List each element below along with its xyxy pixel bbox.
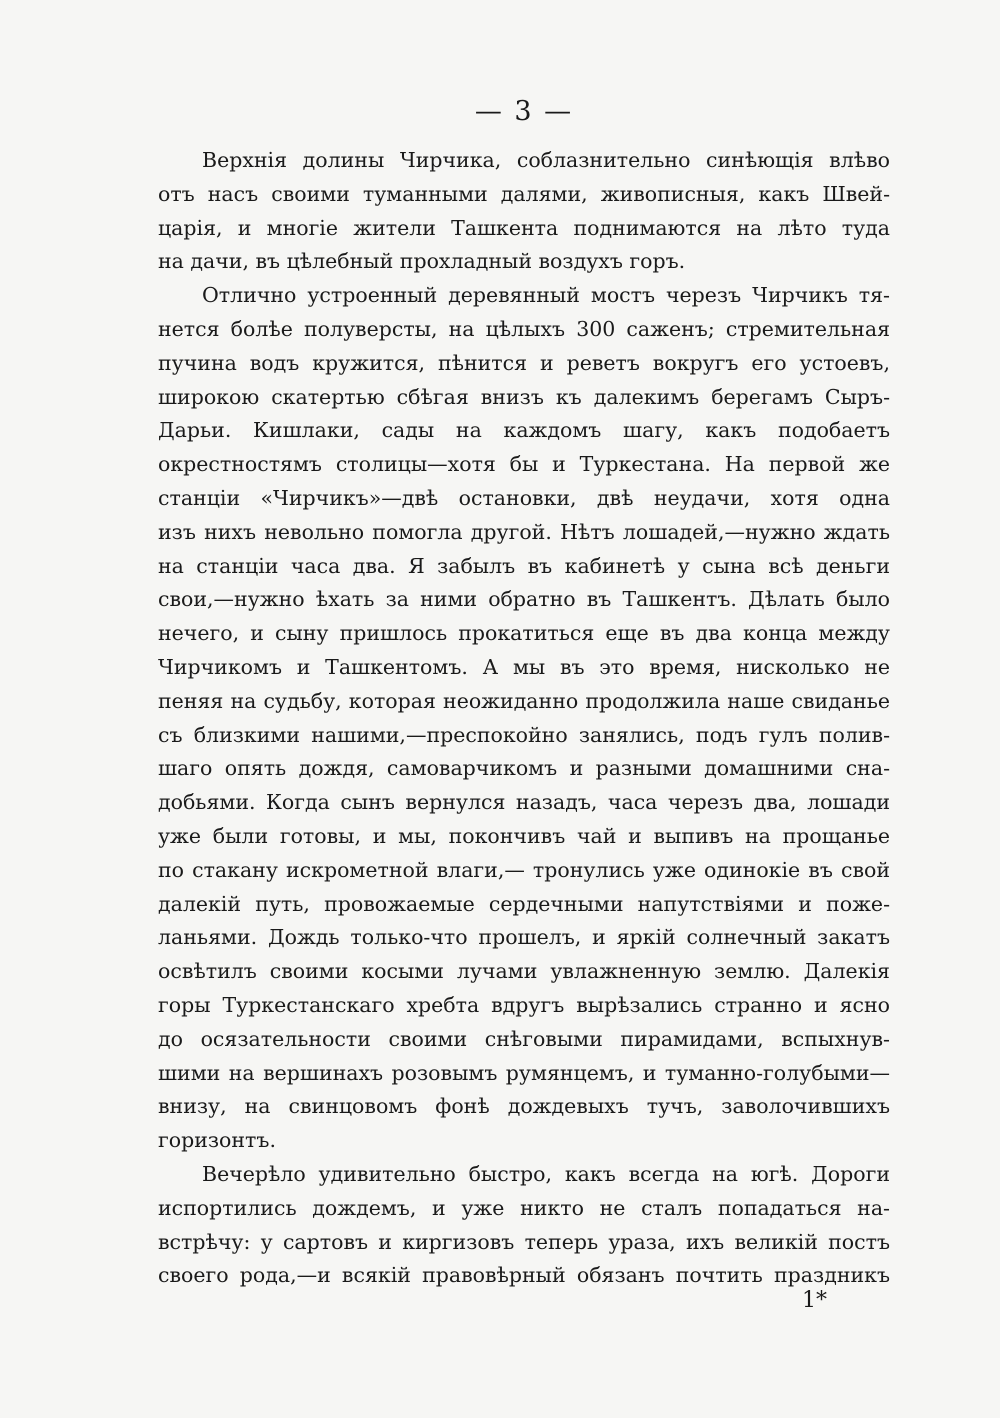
text-line: Чирчикомъ и Ташкентомъ. А мы въ это время, нисколько не bbox=[158, 654, 890, 679]
text-line: испортились дождемъ, и уже никто не сталъ попадаться на- bbox=[158, 1195, 890, 1220]
text-line: пеняя на судьбу, которая неожиданно продолжила наше свиданье bbox=[158, 688, 890, 713]
text-line: нечего, и сыну пришлось прокатиться еще въ два конца между bbox=[158, 621, 890, 646]
text-line: внизу, на свинцовомъ фонѣ дождевыхъ тучъ, заволочившихъ bbox=[158, 1094, 890, 1119]
text-line: Вечерѣло удивительно быстро, какъ всегда на югѣ. Дороги bbox=[202, 1161, 890, 1186]
text-line: окрестностямъ столицы—хотя бы и Туркестана. На первой же bbox=[158, 452, 890, 477]
page-number: — 3 — bbox=[474, 96, 574, 127]
text-line: горизонтъ. bbox=[158, 1128, 276, 1153]
text-line: горы Туркестанскаго хребта вдругъ вырѣзались странно и ясно bbox=[158, 992, 890, 1017]
text-line: пучина водъ кружится, пѣнится и реветъ вокругъ его устоевъ, bbox=[158, 350, 890, 375]
text-line: до осязательности своими снѣговыми пирамидами, вспыхнув- bbox=[158, 1026, 890, 1051]
text-line: широкою скатертью сбѣгая внизъ къ далекимъ берегамъ Сыръ- bbox=[158, 384, 890, 409]
text-line: свои,—нужно ѣхать за ними обратно въ Ташкентъ. Дѣлать было bbox=[158, 587, 890, 612]
text-line: нется болѣе полуверсты, на цѣлыхъ 300 саженъ; стремительная bbox=[158, 316, 890, 341]
body-text bbox=[158, 144, 890, 1293]
signature-mark: 1* bbox=[802, 1288, 827, 1313]
text-line: на станціи часа два. Я забылъ въ кабинетѣ у сына всѣ деньги bbox=[158, 553, 890, 578]
text-line: на дачи, въ цѣлебный прохладный воздухъ горъ. bbox=[158, 249, 686, 274]
text-line: добьями. Когда сынъ вернулся назадъ, часа черезъ два, лошади bbox=[158, 790, 890, 815]
text-line: станціи «Чирчикъ»—двѣ остановки, двѣ неудачи, хотя одна bbox=[158, 485, 890, 510]
text-line: шаго опять дождя, самоварчикомъ и разными домашними сна- bbox=[158, 756, 890, 781]
text-line: отъ насъ своими туманными далями, живописныя, какъ Швей- bbox=[158, 181, 890, 206]
book-page bbox=[158, 92, 890, 1293]
text-line: своего рода,—и всякій правовѣрный обязанъ почтить праздникъ bbox=[158, 1263, 890, 1288]
text-line: далекій путь, провожаемые сердечными напутствіями и поже- bbox=[158, 891, 890, 916]
text-line: ланьями. Дождь только-что прошелъ, и яркій солнечный закатъ bbox=[158, 925, 890, 950]
text-line: царія, и многіе жители Ташкента поднимаются на лѣто туда bbox=[158, 215, 890, 240]
text-line: изъ нихъ невольно помогла другой. Нѣтъ лошадей,—нужно ждать bbox=[158, 519, 890, 544]
text-line: Верхнія долины Чирчика, соблазнительно синѣющія влѣво bbox=[202, 148, 890, 172]
text-line: съ близкими нашими,—преспокойно занялись, подъ гулъ полив- bbox=[158, 722, 890, 747]
text-line: освѣтилъ своими косыми лучами увлажненную землю. Далекія bbox=[158, 959, 890, 984]
text-line: Отлично устроенный деревянный мостъ черезъ Чирчикъ тя- bbox=[202, 283, 890, 308]
text-line: уже были готовы, и мы, покончивъ чай и выпивъ на прощанье bbox=[158, 823, 890, 848]
text-line: по стакану искрометной влаги,— тронулись уже одинокіе въ свой bbox=[158, 857, 890, 882]
text-line: встрѣчу: у сартовъ и киргизовъ теперь ураза, ихъ великій постъ bbox=[158, 1229, 890, 1254]
text-line: Дарьи. Кишлаки, сады на каждомъ шагу, какъ подобаетъ bbox=[158, 418, 890, 443]
text-line: шими на вершинахъ розовымъ румянцемъ, и туманно-голубыми— bbox=[158, 1060, 890, 1085]
